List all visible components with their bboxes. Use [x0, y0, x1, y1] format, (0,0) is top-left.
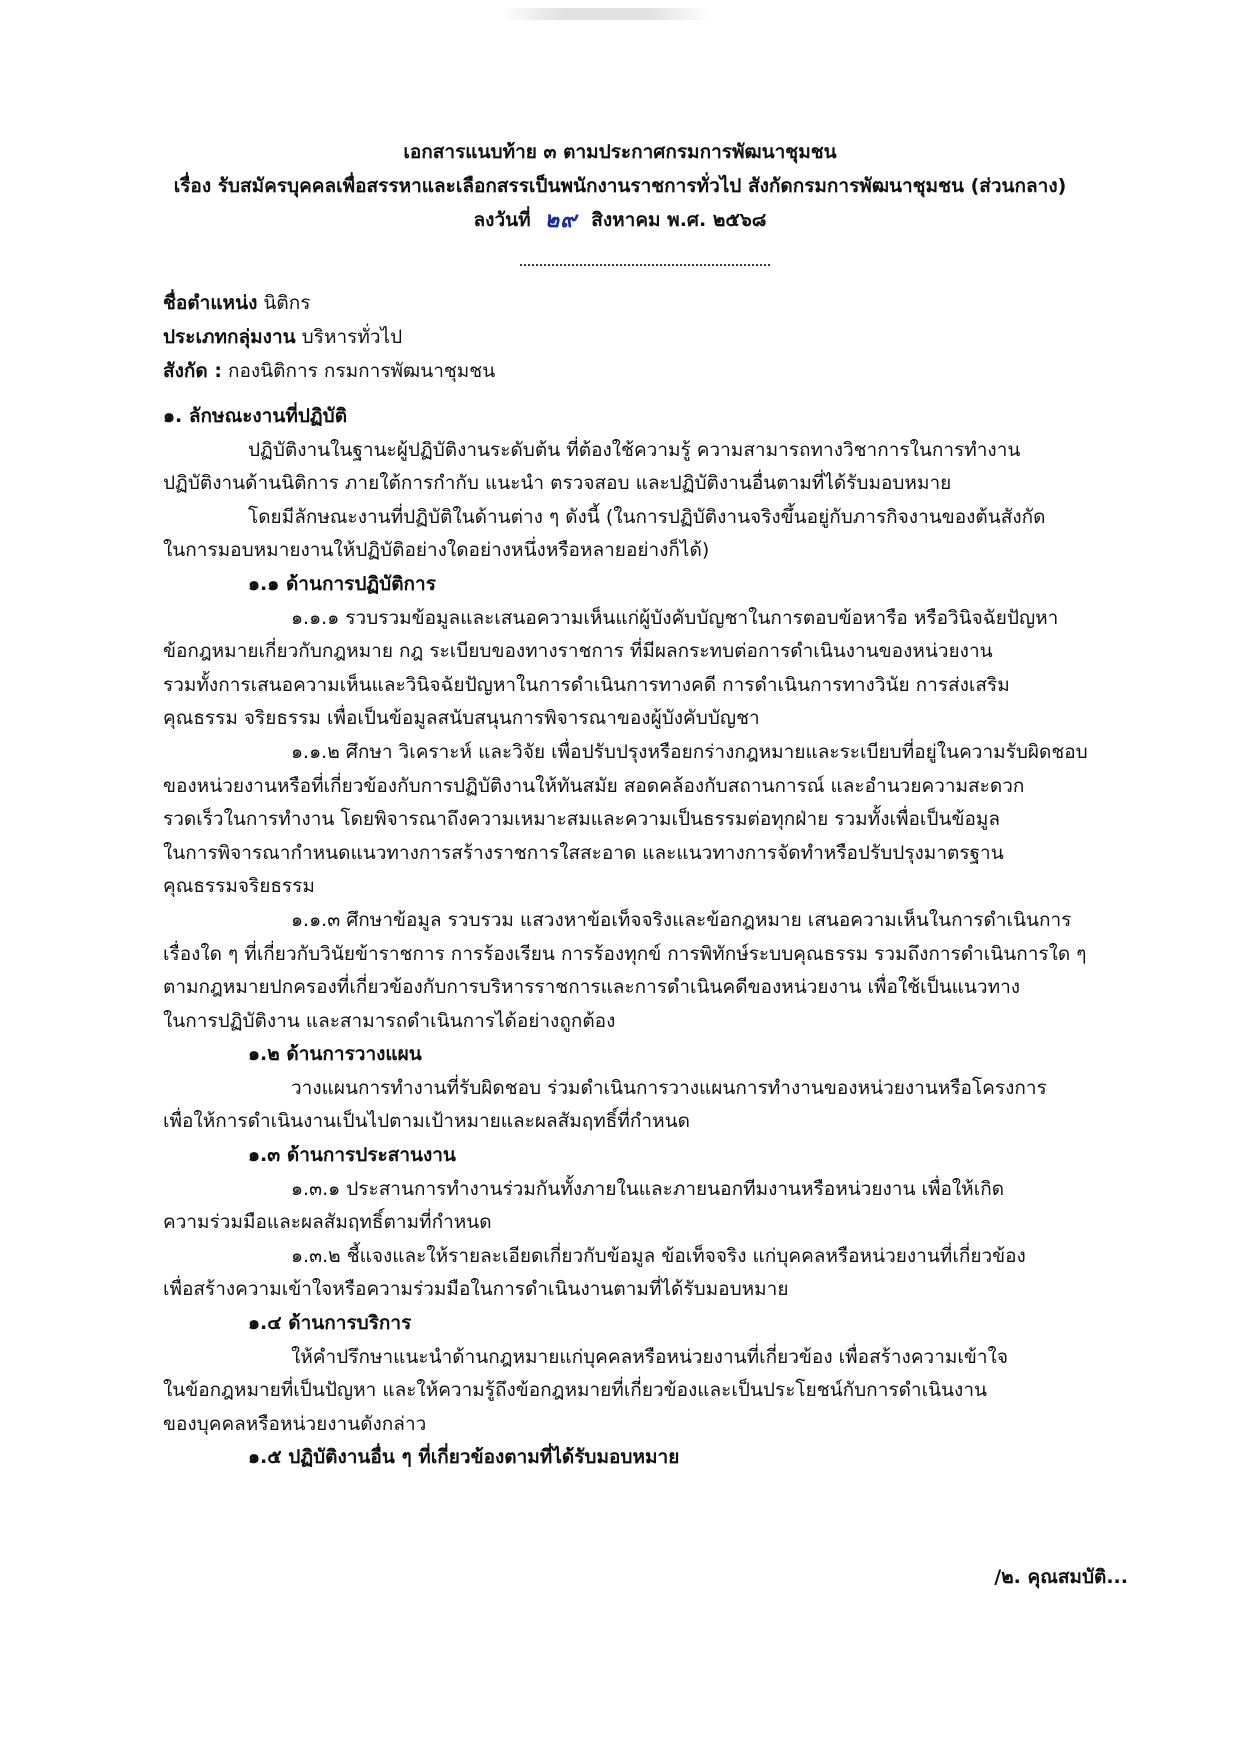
- body-text-line: โดยมีลักษณะงานที่ปฏิบัติในด้านต่าง ๆ ดังนี้ (ในการปฏิบัติงานจริงขึ้นอยู่กับภารกิจงานของต้นสังกัด: [248, 505, 1046, 528]
- document-body: [163, 400, 1128, 1475]
- date-suffix: สิงหาคม พ.ศ. ๒๕๖๘: [591, 209, 767, 231]
- body-text-line: ในการปฏิบัติงาน และสามารถดำเนินการได้อย่างถูกต้อง: [163, 1009, 616, 1032]
- section-heading: ๑.๕ ปฏิบัติงานอื่น ๆ ที่เกี่ยวข้องตามที่ได้รับมอบหมาย: [248, 1446, 680, 1469]
- position-info: [163, 286, 1113, 388]
- section-heading: ๑.๑ ด้านการปฏิบัติการ: [248, 572, 436, 595]
- body-text-line: ความร่วมมือและผลสัมฤทธิ์ตามที่กำหนด: [163, 1211, 492, 1234]
- body-text-line: ปฏิบัติงานในฐานะผู้ปฏิบัติงานระดับต้น ที่ต้องใช้ความรู้ ความสามารถทางวิชาการในการทำงาน: [248, 438, 1021, 461]
- body-text-line: ๑.๓.๑ ประสานการทำงานร่วมกันทั้งภายในและภายนอกทีมงานหรือหน่วยงาน เพื่อให้เกิด: [291, 1177, 1005, 1200]
- body-text-line: ให้คำปรึกษาแนะนำด้านกฎหมายแก่บุคคลหรือหน่วยงานที่เกี่ยวข้อง เพื่อสร้างความเข้าใจ: [291, 1345, 1008, 1368]
- body-text-line: ๑.๑.๒ ศึกษา วิเคราะห์ และวิจัย เพื่อปรับปรุงหรือยกร่างกฎหมายและระเบียบที่อยู่ในความรับผิดชอบ: [291, 740, 1088, 763]
- affiliation-label: สังกัด :: [163, 360, 222, 382]
- body-text-line: ในการมอบหมายงานให้ปฏิบัติอย่างใดอย่างหนึ่งหรือหลายอย่างก็ได้): [163, 539, 710, 562]
- dotted-divider: [520, 264, 770, 266]
- body-text-line: วางแผนการทำงานที่รับผิดชอบ ร่วมดำเนินการวางแผนการทำงานของหน่วยงานหรือโครงการ: [291, 1076, 1047, 1099]
- body-text-line: ๑.๓.๒ ชี้แจงและให้รายละเอียดเกี่ยวกับข้อมูล ข้อเท็จจริง แก่บุคคลหรือหน่วยงานที่เกี่ยวข้อง: [291, 1244, 1026, 1267]
- handwritten-date-day: ๒๙: [544, 207, 578, 233]
- continuation-note: /๒. คุณสมบัติ...: [994, 1566, 1128, 1588]
- body-text-line: ของบุคคลหรือหน่วยงานดังกล่าว: [163, 1412, 427, 1435]
- date-prefix: ลงวันที่: [473, 209, 531, 231]
- body-text-line: ตามกฎหมายปกครองที่เกี่ยวข้องกับการบริหารราชการและการดำเนินคดีของหน่วยงาน เพื่อใช้เป็นแนวทาง: [163, 976, 1021, 999]
- group-label: ประเภทกลุ่มงาน: [163, 326, 296, 348]
- header-attachment-title: เอกสารแนบท้าย ๓ ตามประกาศกรมการพัฒนาชุมชน: [403, 141, 837, 163]
- header-subject: เรื่อง รับสมัครบุคคลเพื่อสรรหาและเลือกสรรเป็นพนักงานราชการทั่วไป สังกัดกรมการพัฒนาชุมชน (ส่วนกลาง): [173, 175, 1067, 197]
- section-heading: ๑.๔ ด้านการบริการ: [248, 1312, 412, 1335]
- header-date: [0, 203, 1240, 237]
- affiliation-row: [163, 354, 1113, 388]
- group-row: [163, 320, 1113, 354]
- body-text-line: ๑.๑.๓ ศึกษาข้อมูล รวบรวม แสวงหาข้อเท็จจริงและข้อกฎหมาย เสนอความเห็นในการดำเนินการ: [291, 908, 1072, 931]
- position-value: นิติกร: [263, 292, 311, 314]
- position-row: [163, 286, 1113, 320]
- body-text-line: ของหน่วยงานหรือที่เกี่ยวข้องกับการปฏิบัติงานให้ทันสมัย สอดคล้องกับสถานการณ์ และอำนวยความสะดวก: [163, 774, 1025, 797]
- body-text-line: รวมทั้งการเสนอความเห็นและวินิจฉัยปัญหาในการดำเนินการทางคดี การดำเนินการทางวินัย การส่งเสริม: [163, 673, 1010, 696]
- body-text-line: เพื่อให้การดำเนินงานเป็นไปตามเป้าหมายและผลสัมฤทธิ์ที่กำหนด: [163, 1110, 690, 1133]
- body-text-line: คุณธรรมจริยธรรม: [163, 875, 315, 898]
- body-text-line: ข้อกฎหมายเกี่ยวกับกฎหมาย กฎ ระเบียบของทางราชการ ที่มีผลกระทบต่อการดำเนินงานของหน่วยงาน: [163, 640, 993, 663]
- scan-artifact: [500, 8, 710, 20]
- body-text-line: รวดเร็วในการทำงาน โดยพิจารณาถึงความเหมาะสมและความเป็นธรรมต่อทุกฝ่าย รวมทั้งเพื่อเป็นข้อมูล: [163, 808, 1001, 831]
- body-text-line: ปฏิบัติงานด้านนิติการ ภายใต้การกำกับ แนะนำ ตรวจสอบ และปฏิบัติงานอื่นตามที่ได้รับมอบหมาย: [163, 472, 952, 495]
- body-text-line: คุณธรรม จริยธรรม เพื่อเป็นข้อมูลสนับสนุนการพิจารณาของผู้บังคับบัญชา: [163, 707, 760, 730]
- section-heading: ๑. ลักษณะงานที่ปฏิบัติ: [163, 405, 348, 427]
- body-text-line: ๑.๑.๑ รวบรวมข้อมูลและเสนอความเห็นแก่ผู้บังคับบัญชาในการตอบข้อหารือ หรือวินิจฉัยปัญหา: [291, 606, 1059, 629]
- body-text-line: ในข้อกฎหมายที่เป็นปัญหา และให้ความรู้ถึงข้อกฎหมายที่เกี่ยวข้องและเป็นประโยชน์กับการดำเนินงาน: [163, 1379, 987, 1402]
- section-heading: ๑.๓ ด้านการประสานงาน: [248, 1144, 456, 1167]
- body-text-line: เรื่องใด ๆ ที่เกี่ยวกับวินัยข้าราชการ การร้องเรียน การร้องทุกข์ การพิทักษ์ระบบคุณธรรม รวมถึงการดำเนินการใด ๆ: [163, 942, 1087, 965]
- affiliation-value: กองนิติการ กรมการพัฒนาชุมชน: [227, 360, 496, 382]
- position-label: ชื่อตำแหน่ง: [163, 292, 258, 314]
- document-header: [0, 135, 1240, 237]
- group-value: บริหารทั่วไป: [301, 326, 403, 348]
- body-text-line: ในการพิจารณากำหนดแนวทางการสร้างราชการใสสะอาด และแนวทางการจัดทำหรือปรับปรุงมาตรฐาน: [163, 841, 1004, 864]
- section-heading: ๑.๒ ด้านการวางแผน: [248, 1043, 422, 1066]
- body-text-line: เพื่อสร้างความเข้าใจหรือความร่วมมือในการดำเนินงานตามที่ได้รับมอบหมาย: [163, 1278, 789, 1301]
